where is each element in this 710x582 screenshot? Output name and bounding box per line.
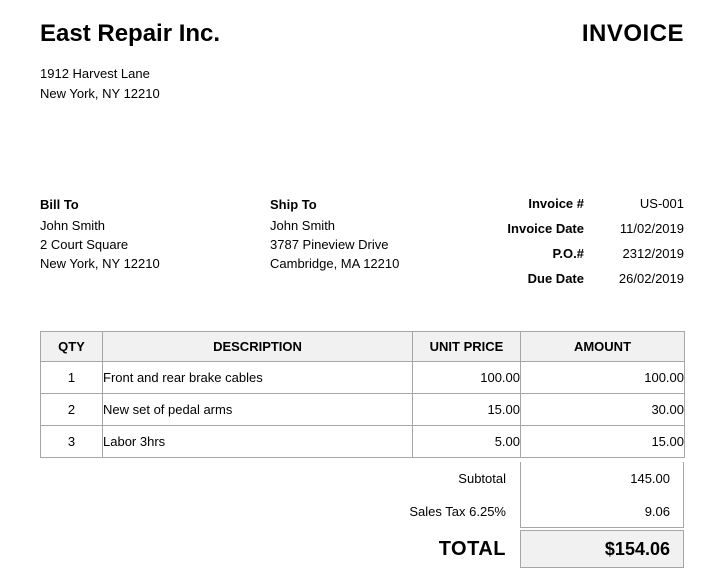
unit-price-cell: 15.00	[413, 394, 521, 426]
amount-column-header: AMOUNT	[521, 332, 685, 362]
sales-tax-label: Sales Tax 6.25%	[409, 504, 506, 519]
ship-to-label: Ship To	[270, 197, 317, 212]
meta-row-due-date	[507, 266, 684, 291]
subtotal-row	[40, 462, 506, 495]
sales-tax-value: 9.06	[644, 504, 670, 519]
due-date-label: Due Date	[527, 271, 584, 286]
items-table-header-row	[41, 332, 685, 362]
ship-to-street: 3787 Pineview Drive	[270, 237, 389, 252]
qty-cell: 1	[41, 362, 103, 394]
description-column-header: DESCRIPTION	[103, 332, 413, 362]
ship-to-name: John Smith	[270, 218, 336, 233]
meta-row-po-number	[507, 241, 684, 266]
company-address-line-2: New York, NY 12210	[40, 86, 160, 101]
amount-cell: 30.00	[521, 394, 685, 426]
total-value: $154.06	[604, 538, 670, 559]
invoice-title: INVOICE	[581, 20, 684, 47]
invoice-date-label: Invoice Date	[507, 221, 584, 236]
company-address	[40, 64, 160, 104]
company-address-line-1: 1912 Harvest Lane	[40, 66, 150, 81]
amount-cell: 15.00	[521, 426, 685, 458]
totals-amounts-box	[520, 462, 684, 528]
ship-to-city: Cambridge, MA 12210	[270, 256, 400, 271]
unit-price-cell: 100.00	[413, 362, 521, 394]
description-cell: Front and rear brake cables	[103, 362, 413, 394]
item-row-2	[41, 394, 685, 426]
invoice-number-label: Invoice #	[528, 196, 584, 211]
bill-to-name: John Smith	[40, 218, 106, 233]
item-row-3	[41, 426, 685, 458]
meta-row-invoice-date	[507, 216, 684, 241]
subtotal-label: Subtotal	[458, 471, 506, 486]
bill-to-label: Bill To	[40, 197, 79, 212]
meta-row-invoice-number	[507, 191, 684, 216]
total-value-box	[520, 530, 684, 568]
company-name: East Repair Inc.	[40, 20, 221, 47]
unit-price-column-header: UNIT PRICE	[413, 332, 521, 362]
qty-cell: 2	[41, 394, 103, 426]
ship-to-section	[270, 195, 399, 273]
due-date-value: 26/02/2019	[618, 271, 684, 286]
invoice-date-value: 11/02/2019	[619, 221, 684, 236]
bill-to-section	[40, 195, 160, 273]
qty-column-header: QTY	[41, 332, 103, 362]
amount-cell: 100.00	[521, 362, 685, 394]
po-number-value: 2312/2019	[622, 246, 684, 261]
po-number-label: P.O.#	[552, 246, 584, 261]
description-cell: Labor 3hrs	[103, 426, 413, 458]
subtotal-value: 145.00	[630, 471, 670, 486]
unit-price-cell: 5.00	[413, 426, 521, 458]
items-table	[40, 331, 685, 458]
invoice-meta	[507, 191, 684, 291]
invoice-number-value: US-001	[639, 196, 684, 211]
bill-to-street: 2 Court Square	[40, 237, 129, 252]
total-label: TOTAL	[438, 537, 506, 560]
qty-cell: 3	[41, 426, 103, 458]
sales-tax-row	[40, 495, 506, 528]
bill-to-city: New York, NY 12210	[40, 256, 160, 271]
description-cell: New set of pedal arms	[103, 394, 413, 426]
item-row-1	[41, 362, 685, 394]
